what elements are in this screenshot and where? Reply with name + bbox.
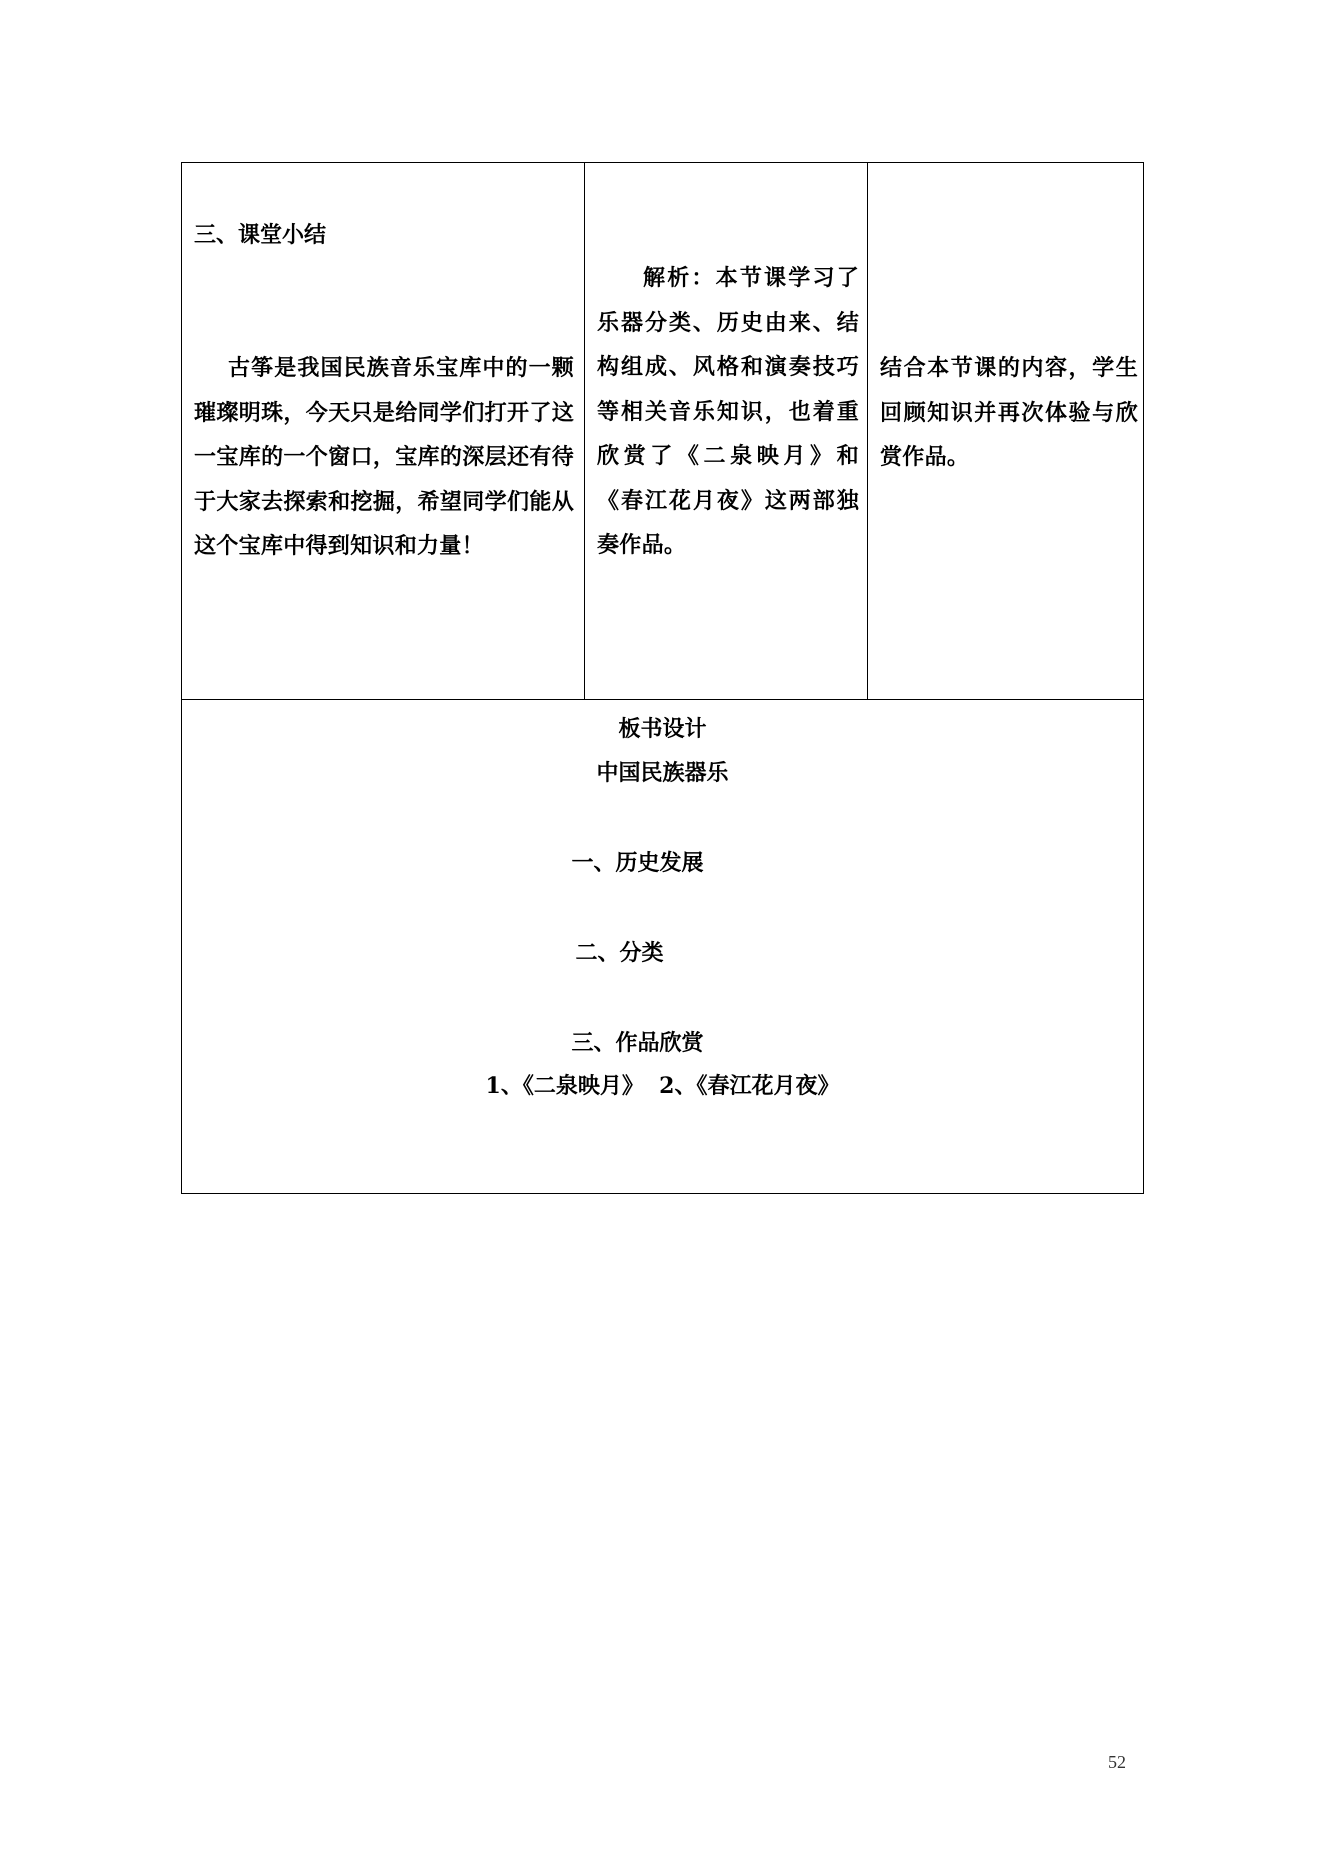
blackboard-design-row [182,700,1143,1193]
summary-heading: 三、课堂小结 [194,222,327,248]
blackboard-item-appreciation: 三、作品欣赏 [571,1030,704,1056]
summary-paragraph: 古筝是我国民族音乐宝库中的一颗璀璨明珠，今天只是给同学们打开了这一宝库的一个窗口，宝库的深层还有待于大家去探索和挖掘，希望同学们能从这个宝库中得到知识和力量！ [194,355,574,559]
summary-cell [182,163,585,699]
analysis-cell [585,163,868,699]
lesson-plan-table [181,162,1144,1194]
blackboard-title: 板书设计 [618,716,707,742]
page-number: 52 [1108,1752,1126,1772]
blackboard-item-history: 一、历史发展 [571,850,704,876]
note-paragraph: 结合本节课的内容，学生回顾知识并再次体验与欣赏作品。 [880,355,1138,470]
blackboard-subtitle: 中国民族器乐 [596,760,729,786]
blackboard-works-list: 1、《二泉映月》 2、《春江花月夜》 [485,1073,840,1099]
note-cell [868,163,1143,699]
summary-row [182,163,1143,700]
blackboard-item-classification: 二、分类 [575,940,664,966]
analysis-paragraph: 解析：本节课学习了乐器分类、历史由来、结构组成、风格和演奏技巧等相关音乐知识，也着重欣赏了《二泉映月》和《春江花月夜》这两部独奏作品。 [597,265,859,558]
